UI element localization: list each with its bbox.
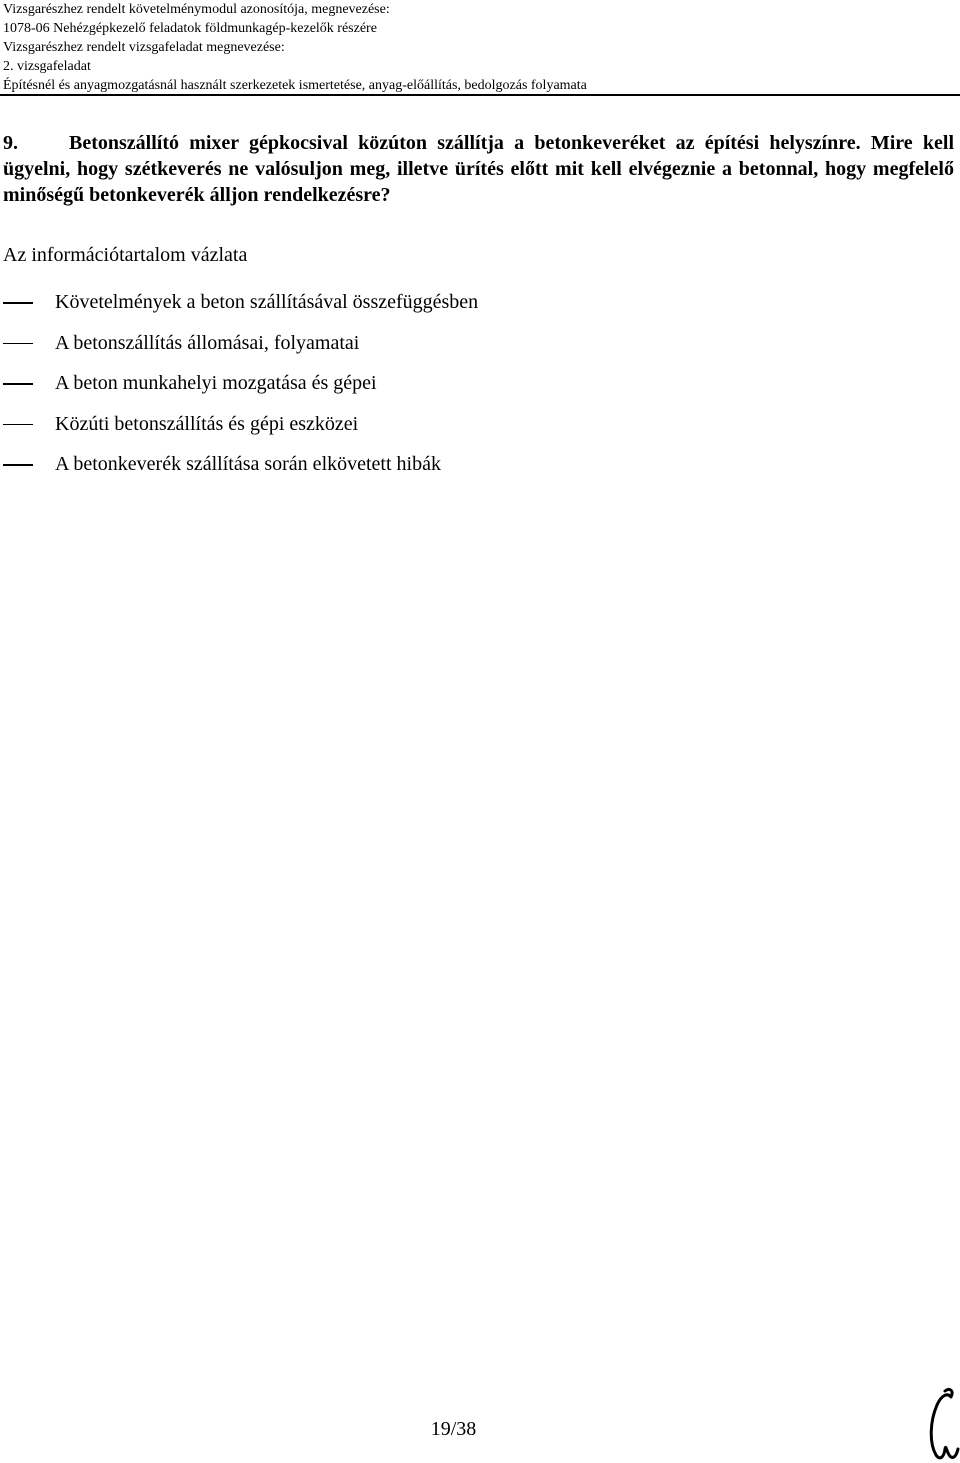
document-header [3, 0, 953, 95]
list-item-text: A betonszállítás állomásai, folyamatai [55, 331, 360, 354]
question-block [3, 130, 954, 208]
header-task-label: Vizsgarészhez rendelt vizsgafeladat megnevezése: [3, 40, 285, 55]
list-item [0, 451, 960, 492]
question-text: Betonszállító mixer gépkocsival közúton szállítja a betonkeveréket az építési helyszínre. Mire kell ügyelni, hogy szétkeverés ne valósuljon meg, illetve ürítés előtt mit kell elvégeznie a betonnal, hogy megfelelő minőségű betonkeverék álljon rendelkezésre? [3, 132, 954, 206]
dash-bullet-icon [3, 343, 33, 345]
header-divider [0, 94, 960, 96]
dash-bullet-icon [3, 424, 33, 426]
header-module-label: Vizsgarészhez rendelt követelménymodul azonosítója, megnevezése: [3, 2, 390, 17]
header-module-name: 1078-06 Nehézgépkezelő feladatok földmunkagép-kezelők részére [3, 21, 377, 36]
list-item [0, 330, 960, 371]
list-item-text: Közúti betonszállítás és gépi eszközei [55, 412, 359, 435]
dash-bullet-icon [3, 464, 33, 466]
question-number: 9. [3, 132, 18, 154]
list-item-text: A beton munkahelyi mozgatása és gépei [55, 372, 377, 394]
outline-title: Az információtartalom vázlata [3, 244, 248, 266]
header-task-name: Építésnél és anyagmozgatásnál használt szerkezetek ismertetése, anyag-előállítás, bedolgozás folyamata [3, 78, 587, 93]
page-number: 19/38 [430, 1418, 477, 1440]
outline-list [0, 289, 960, 492]
list-item [0, 411, 960, 452]
header-task-number: 2. vizsgafeladat [3, 59, 91, 74]
dash-bullet-icon [3, 383, 33, 385]
signature-mark [920, 1385, 960, 1463]
list-item [0, 370, 960, 411]
dash-bullet-icon [3, 302, 33, 304]
list-item [0, 289, 960, 330]
list-item-text: A betonkeverék szállítása során elkövetett hibák [55, 453, 441, 475]
list-item-text: Követelmények a beton szállításával összefüggésben [55, 291, 479, 313]
